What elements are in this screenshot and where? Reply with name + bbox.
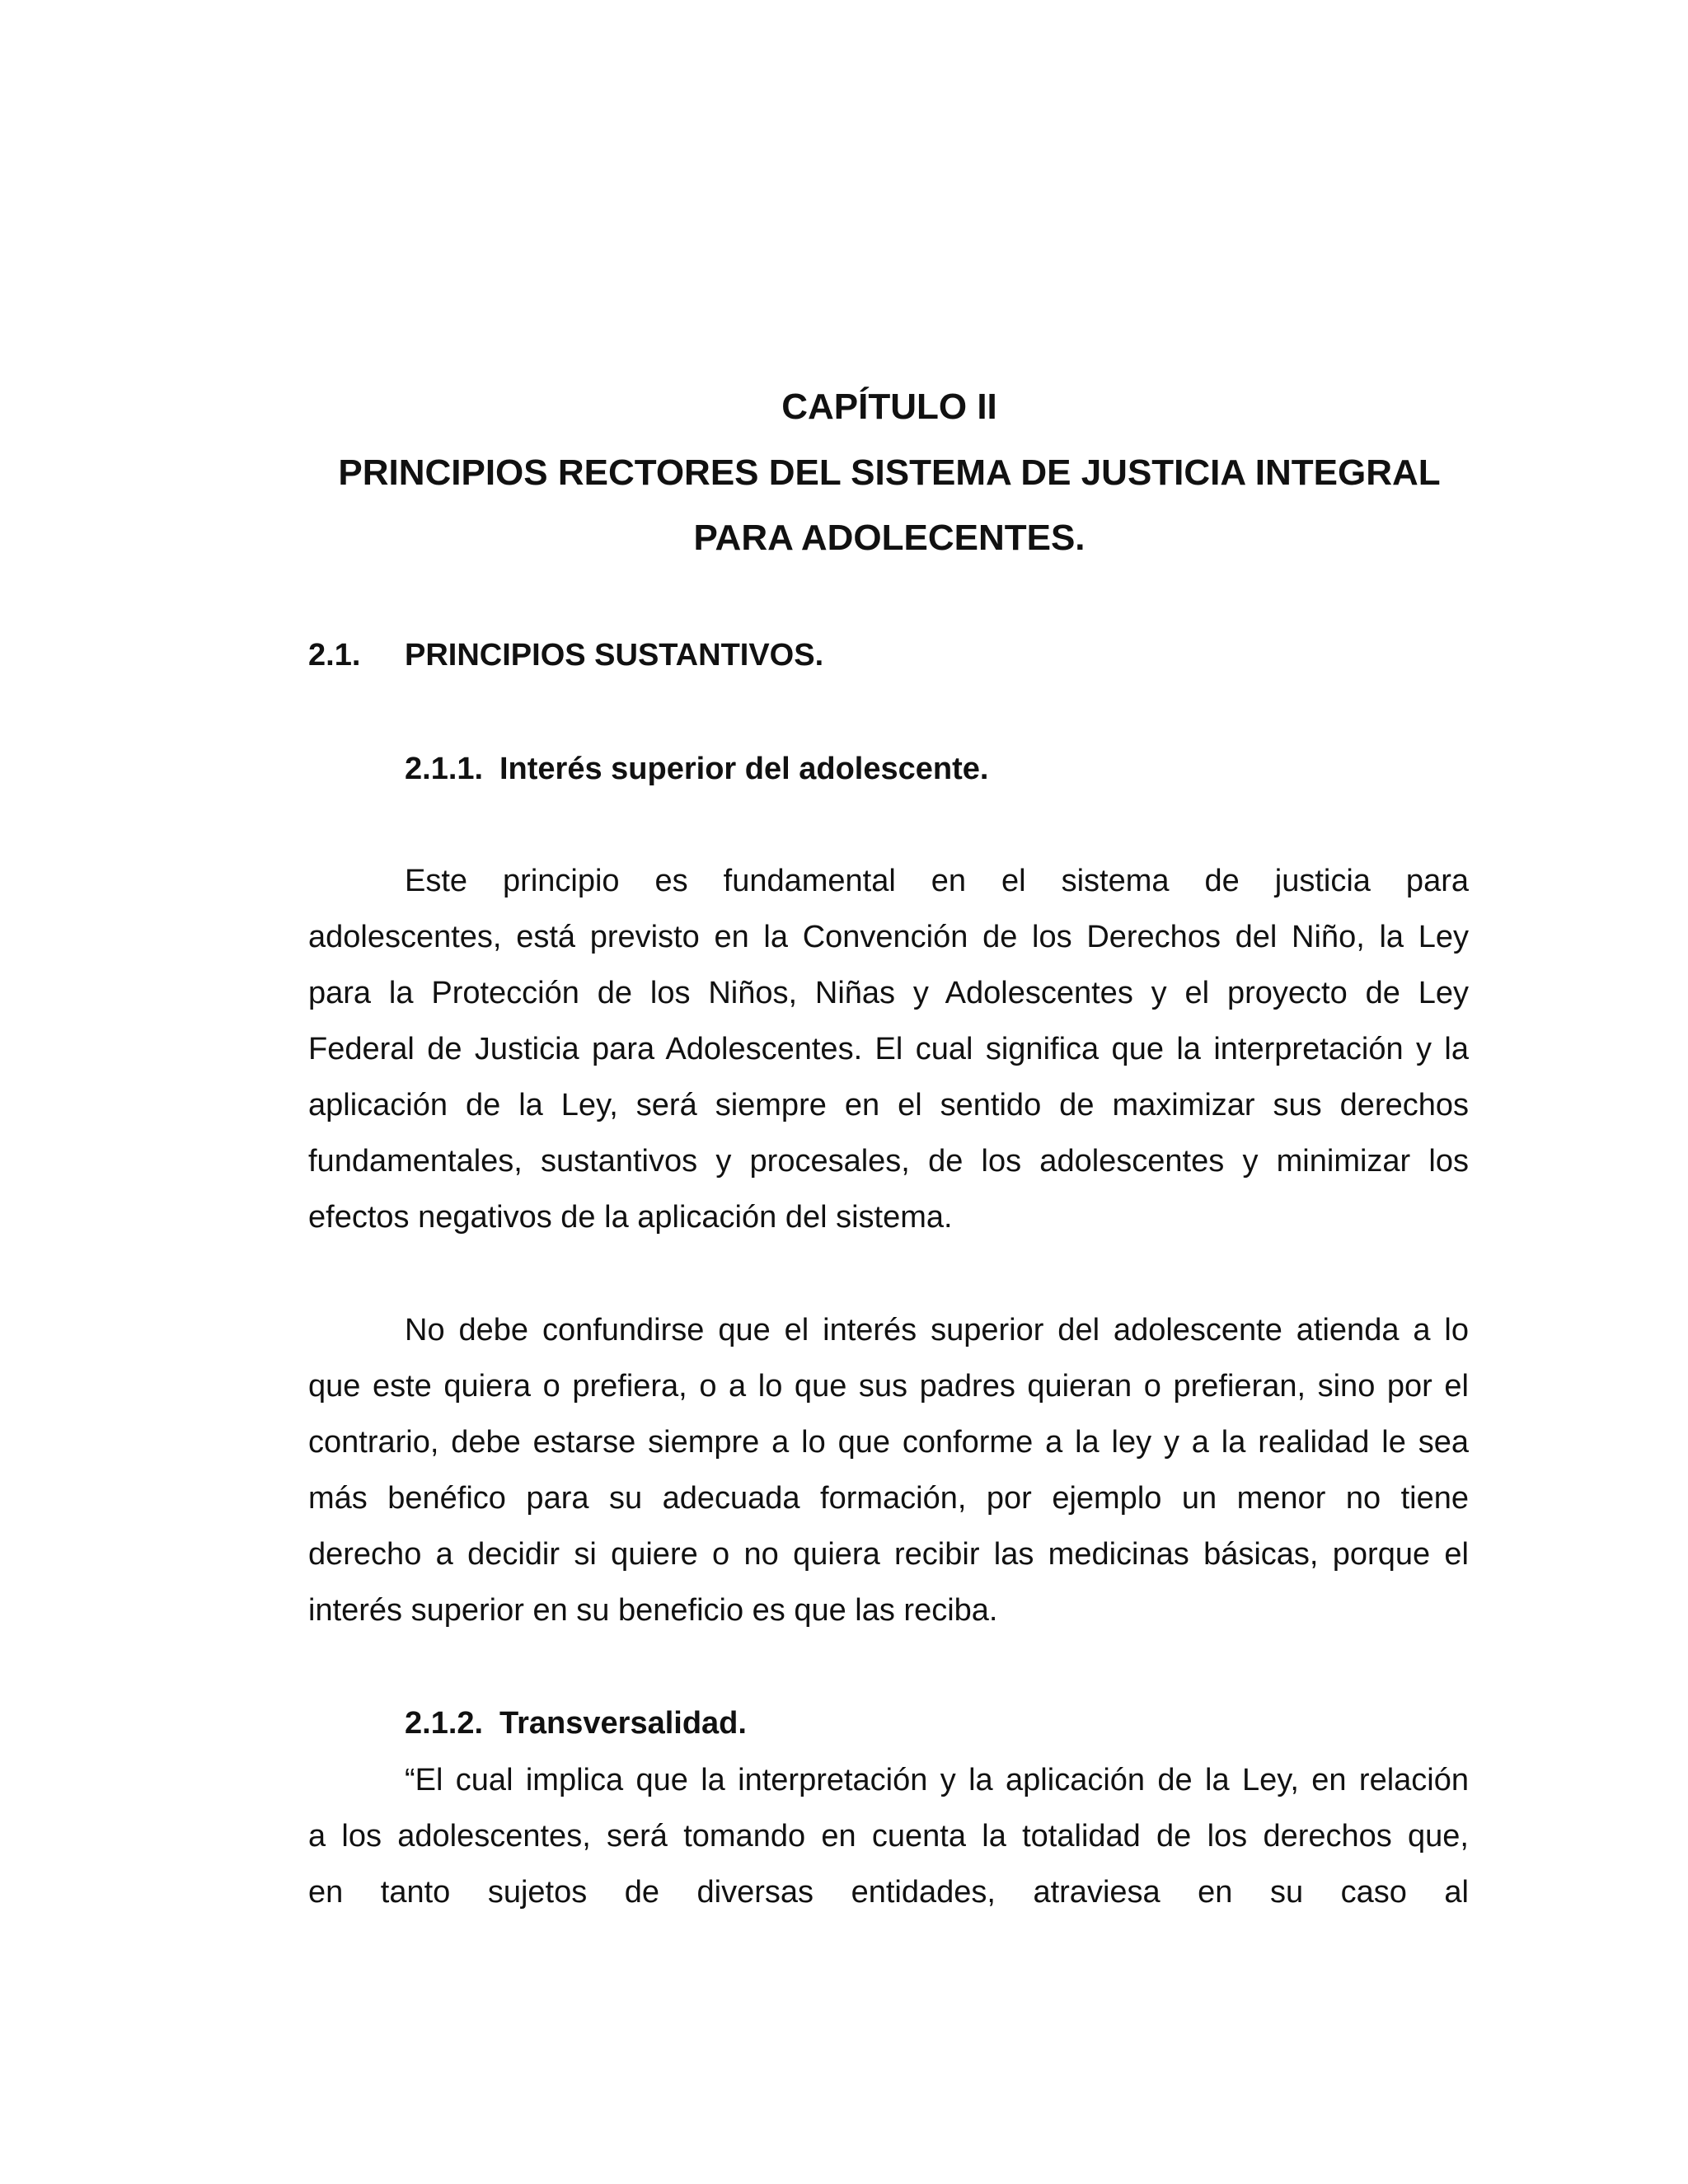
paragraph-line: contrario, debe estarse siempre a lo que conforme a la ley y a la realidad le sea <box>308 1425 1469 1460</box>
paragraph-line: más benéfico para su adecuada formación, por ejemplo un menor no tiene <box>308 1481 1469 1516</box>
chapter-title-line-1: PRINCIPIOS RECTORES DEL SISTEMA DE JUSTICIA INTEGRAL <box>338 452 1441 493</box>
paragraph-line: adolescentes, está previsto en la Convención de los Derechos del Niño, la Ley <box>308 920 1469 954</box>
paragraph-line: fundamentales, sustantivos y procesales, de los adolescentes y minimizar los <box>308 1144 1469 1179</box>
section-heading-2-1 <box>308 636 823 674</box>
paragraph-line: interés superior en su beneficio es que las reciba. <box>308 1593 998 1628</box>
subsection-heading-2-1-1 <box>405 750 988 788</box>
paragraph-line: efectos negativos de la aplicación del sistema. <box>308 1200 953 1235</box>
subsection-title: Transversalidad. <box>499 1706 747 1741</box>
paragraph-line: No debe confundirse que el interés superior del adolescente atienda a lo <box>405 1313 1469 1347</box>
chapter-label: CAPÍTULO II <box>781 387 997 427</box>
paragraph-line: “El cual implica que la interpretación y la aplicación de la Ley, en relación <box>405 1763 1469 1797</box>
subsection-heading-2-1-2 <box>405 1704 747 1742</box>
paragraph-line: Este principio es fundamental en el sistema de justicia para <box>405 864 1469 898</box>
paragraph-line: a los adolescentes, será tomando en cuenta la totalidad de los derechos que, <box>308 1819 1469 1854</box>
section-number: 2.1. <box>308 638 361 673</box>
chapter-title-line-2: PARA ADOLECENTES. <box>693 518 1085 558</box>
paragraph-line: para la Protección de los Niños, Niñas y Adolescentes y el proyecto de Ley <box>308 976 1469 1010</box>
paragraph-line: derecho a decidir si quiere o no quiera recibir las medicinas básicas, porque el <box>308 1537 1469 1572</box>
section-title: PRINCIPIOS SUSTANTIVOS. <box>405 638 824 673</box>
subsection-number: 2.1.2. <box>405 1706 484 1741</box>
paragraph-no-debe-confundirse <box>308 1302 1469 1638</box>
subsection-title: Interés superior del adolescente. <box>499 752 989 786</box>
paragraph-line: aplicación de la Ley, será siempre en el sentido de maximizar sus derechos <box>308 1088 1469 1122</box>
paragraph-interes-superior <box>308 853 1469 1245</box>
paragraph-line: Federal de Justicia para Adolescentes. El cual significa que la interpretación y la <box>308 1032 1469 1066</box>
paragraph-transversalidad <box>308 1752 1469 1920</box>
paragraph-line: que este quiera o prefiera, o a lo que sus padres quieran o prefieran, sino por el <box>308 1369 1469 1404</box>
subsection-number: 2.1.1. <box>405 752 484 786</box>
paragraph-line: en tanto sujetos de diversas entidades, atraviesa en su caso al <box>308 1875 1469 1910</box>
